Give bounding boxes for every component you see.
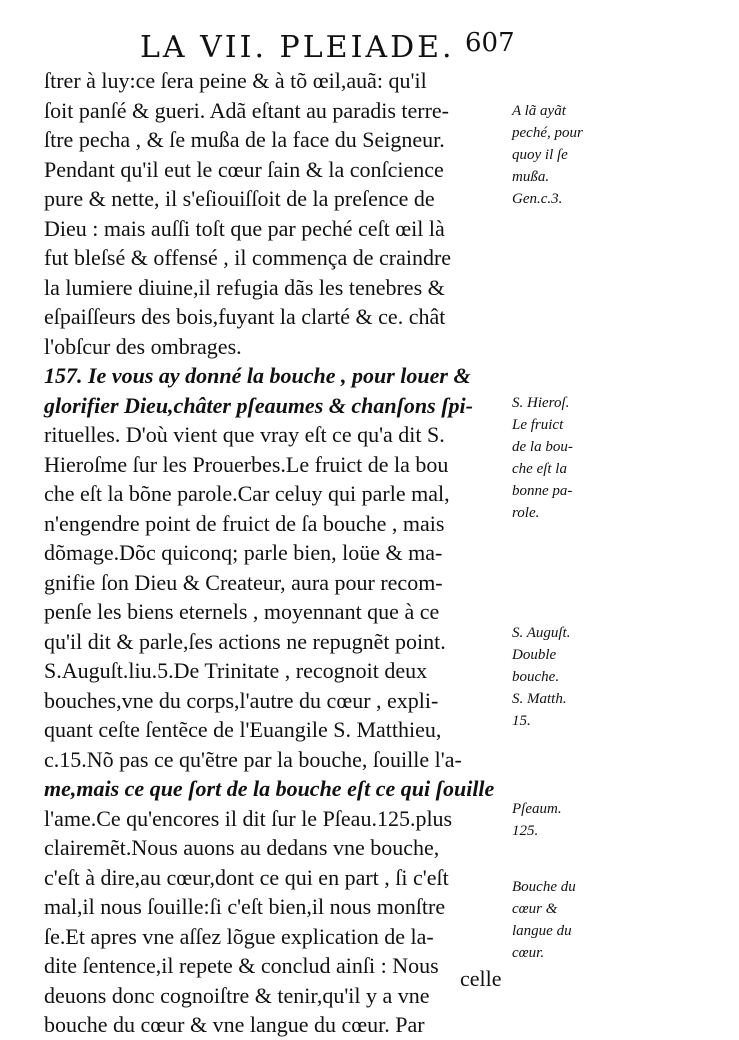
text-line: la lumiere diuine,il refugia dãs les tenebres & xyxy=(44,274,445,300)
text-line: ſe.Et apres vne aſſez lõgue explication de la- xyxy=(44,923,434,949)
text-line: l'ame.Ce qu'encores il dit ſur le Pſeau.125.plus xyxy=(44,805,453,831)
margin-note-augustin xyxy=(512,622,732,732)
text-line: S.Auguſt.liu.5.De Trinitate , recognoit deux xyxy=(44,658,428,683)
text-line: qu'il dit & parle,ſes actions ne repugnẽt point. xyxy=(44,628,446,654)
text-line: bouches,vne du corps,l'autre du cœur , expli- xyxy=(44,687,439,713)
margin-note-line: che eſt la xyxy=(512,461,567,477)
text-line: pure & nette, il s'eſiouiſſoit de la preſence de xyxy=(44,186,435,211)
text-line: 157. Ie vous ay donné la bouche , pour louer & xyxy=(44,363,471,388)
margin-note-line: quoy il ſe xyxy=(512,147,568,163)
margin-note-bouche-du-coeur xyxy=(512,876,732,964)
main-text-block xyxy=(44,66,519,1040)
text-line: ſoit panſé & gueri. Adã eſtant au paradis terre- xyxy=(44,97,450,123)
text-line: c'eſt à dire,au cœur,dont ce qui en part , ſi c'eſt xyxy=(44,864,449,890)
text-line: ſtrer à luy:ce ſera peine & à tõ œil,auã: qu'il xyxy=(44,68,427,93)
text-line: n'engendre point de fruict de ſa bouche , mais xyxy=(44,510,445,536)
margin-note-line: cœur. xyxy=(512,945,545,961)
margin-note-line: S. Hieroſ. xyxy=(512,395,570,411)
text-line: ſtre pecha , & ſe mußa de la face du Seigneur. xyxy=(44,127,445,152)
margin-note-line: Le fruict xyxy=(512,417,564,433)
text-line: quant ceſte ſentẽce de l'Euangile S. Matthieu, xyxy=(44,717,442,742)
text-line: Pendant qu'il eut le cœur ſain & la conſcience xyxy=(44,156,444,182)
text-line: Hieroſme ſur les Prouerbes.Le fruict de la bou xyxy=(44,451,449,477)
text-line: gnifie ſon Dieu & Createur, aura pour recom- xyxy=(44,569,443,595)
text-line: glorifier Dieu,châter pſeaumes & chanſons ſpi- xyxy=(44,392,473,418)
margin-note-line: Double xyxy=(512,647,557,663)
text-line: fut bleſsé & offensé , il commença de craindre xyxy=(44,245,452,270)
margin-note-adam xyxy=(512,100,732,210)
text-line: penſe les biens eternels , moyennant que à ce xyxy=(44,599,440,624)
margin-note-line: Gen.c.3. xyxy=(512,191,563,207)
margin-note-line: bouche. xyxy=(512,669,560,685)
margin-note-line: peché, pour xyxy=(512,125,583,141)
margin-note-hierosme xyxy=(512,392,732,524)
margin-note-line: S. Matth. xyxy=(512,691,567,707)
text-line: rituelles. D'où vient que vray eſt ce qu'a dit S. xyxy=(44,422,445,447)
margin-note-line: de la bou- xyxy=(512,439,573,455)
margin-note-line: Bouche du xyxy=(512,879,576,895)
text-line: me,mais ce que ſort de la bouche eſt ce qui ſouille xyxy=(44,776,495,801)
running-title: LA VII. PLEIADE. xyxy=(140,30,455,65)
text-line: mal,il nous ſouille:ſi c'eſt bien,il nous monſtre xyxy=(44,894,446,919)
text-line: dõmage.Dõc quiconq; parle bien, loüe & ma- xyxy=(44,540,443,565)
margin-note-line: A lã ayãt xyxy=(512,103,566,119)
text-line: clairemẽt.Nous auons au dedans vne bouche, xyxy=(44,835,440,860)
margin-note-line: cœur & xyxy=(512,901,558,917)
text-line: l'obſcur des ombrages. xyxy=(44,333,242,359)
margin-note-line: langue du xyxy=(512,923,572,939)
text-line: bouche du cœur & vne langue du cœur. Par xyxy=(44,1012,425,1037)
text-line: Dieu : mais auſſi toſt que par peché ceſt œil là xyxy=(44,215,445,241)
text-line: deuons donc cognoiſtre & tenir,qu'il y a vne xyxy=(44,982,430,1008)
text-line: dite ſentence,il repete & conclud ainſi : Nous xyxy=(44,953,439,978)
margin-note-line: S. Auguſt. xyxy=(512,625,571,641)
margin-note-line: role. xyxy=(512,505,540,521)
page-number: 607 xyxy=(465,28,515,58)
margin-note-line: bonne pa- xyxy=(512,483,573,499)
text-line: che eſt la bõne parole.Car celuy qui parle mal, xyxy=(44,481,450,506)
text-line: eſpaiſſeurs des bois,fuyant la clarté & ce. chât xyxy=(44,304,446,329)
text-line: c.15.Nõ pas ce qu'ẽtre par la bouche, ſouille l'a- xyxy=(44,746,462,772)
catchword: celle xyxy=(460,966,502,991)
margin-note-line: 125. xyxy=(512,823,539,839)
margin-note-line: mußa. xyxy=(512,169,550,185)
margin-note-line: 15. xyxy=(512,713,531,729)
margin-note-line: Pſeaum. xyxy=(512,801,562,817)
margin-note-pseaume xyxy=(512,798,732,842)
